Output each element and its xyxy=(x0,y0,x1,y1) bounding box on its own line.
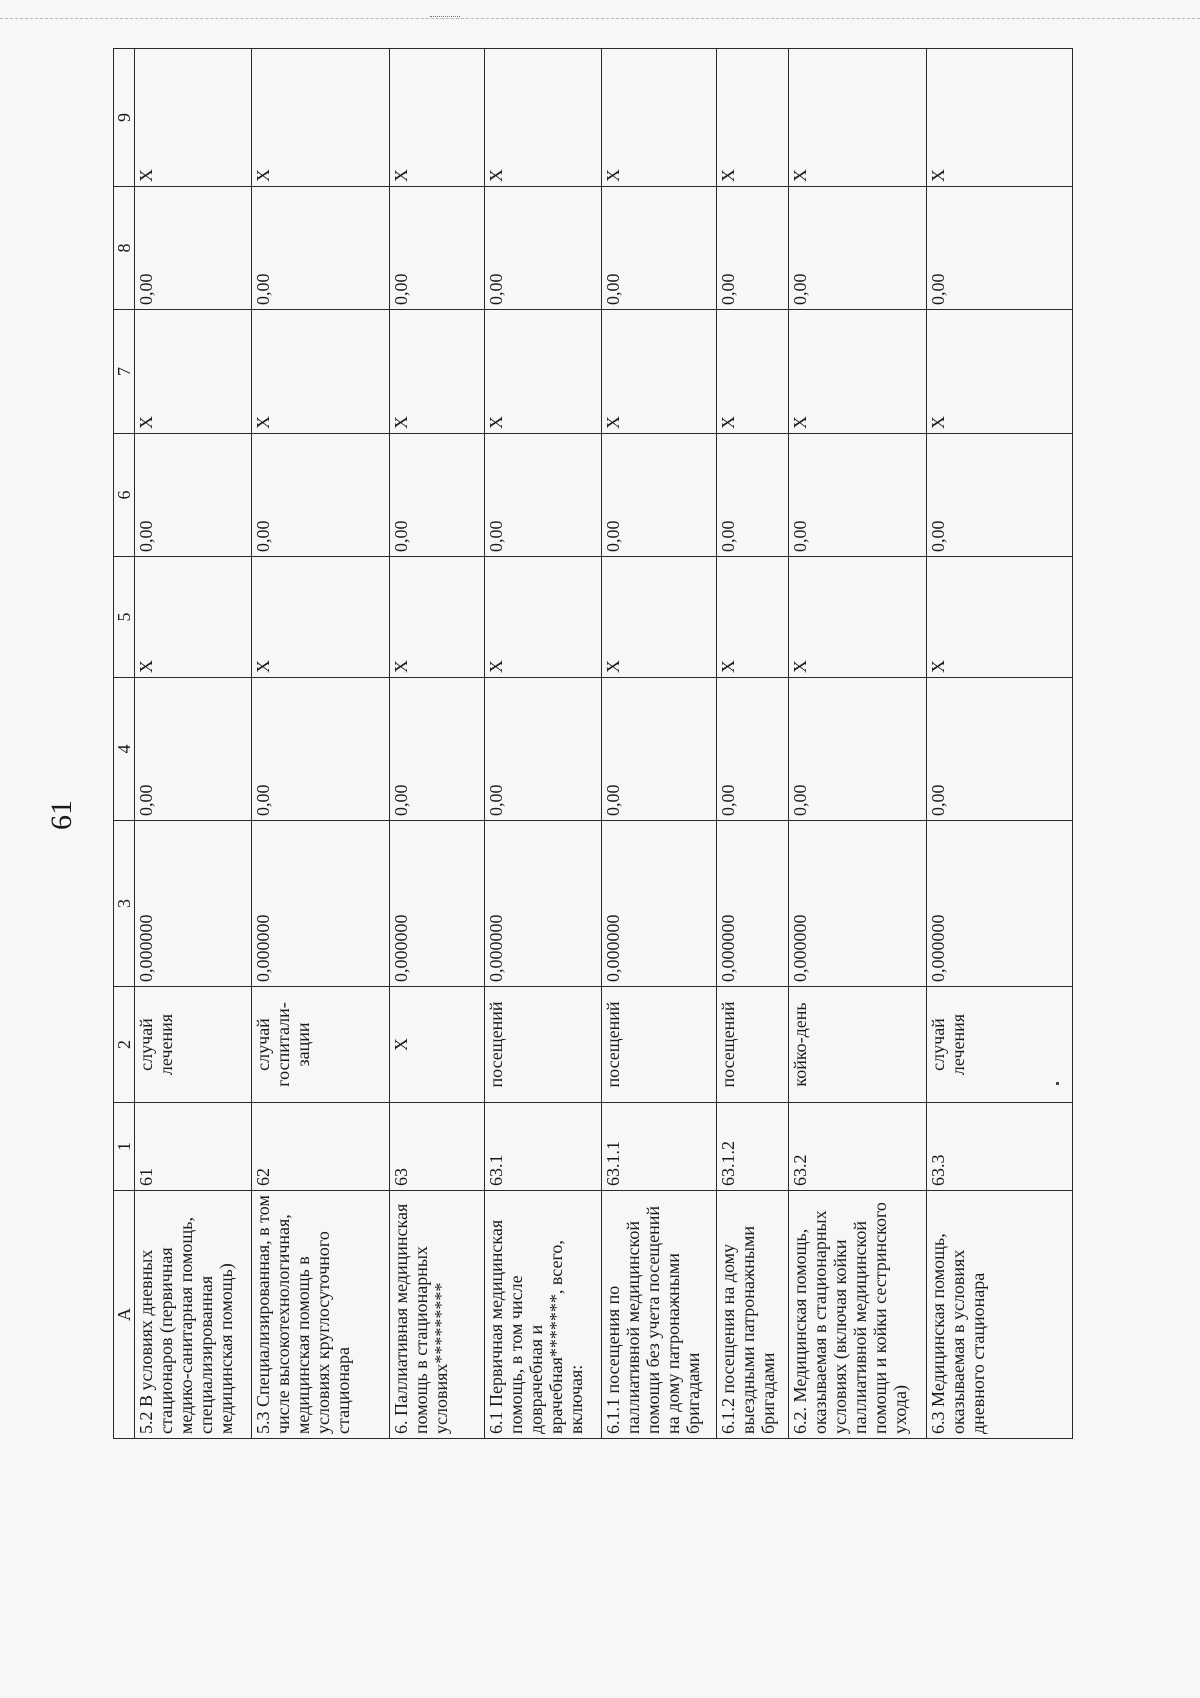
row-name-cell: 6.1.1 посещения по паллиативной медицинской помощи без учета посещений на дому патронажными бригадами xyxy=(602,1191,717,1439)
value-cell: 0,00 xyxy=(390,434,485,557)
value-cell: Х xyxy=(602,310,717,434)
row-unit-cell: случай госпитали-зации xyxy=(252,987,390,1103)
value-cell: 0,000000 xyxy=(390,821,485,987)
table-row xyxy=(717,49,789,1439)
rotated-table-wrapper xyxy=(113,49,1073,1439)
value-cell: Х xyxy=(485,310,602,434)
value-cell: 0,00 xyxy=(717,434,789,557)
value-cell: Х xyxy=(927,310,1073,434)
scan-mark xyxy=(1056,1082,1059,1085)
row-code-cell: 63.1 xyxy=(485,1103,602,1191)
page-number: 61 xyxy=(45,800,78,830)
header-cell: A xyxy=(114,1191,135,1439)
value-cell: 0,00 xyxy=(135,434,252,557)
row-name-cell: 5.3 Специализированная, в том числе высокотехнологичная, медицинская помощь в условиях круглосуточного стационара xyxy=(252,1191,390,1439)
row-unit-cell: Х xyxy=(390,987,485,1103)
table-row xyxy=(252,49,390,1439)
value-cell: Х xyxy=(927,49,1073,187)
row-unit-cell: посещений xyxy=(602,987,717,1103)
data-table xyxy=(113,48,1073,1439)
row-code-cell: 63 xyxy=(390,1103,485,1191)
header-cell: 9 xyxy=(114,49,135,187)
value-cell: 0,000000 xyxy=(927,821,1073,987)
value-cell: 0,00 xyxy=(135,678,252,821)
table-row xyxy=(927,49,1073,1439)
value-cell: 0,00 xyxy=(927,434,1073,557)
header-cell: 2 xyxy=(114,987,135,1103)
value-cell: Х xyxy=(927,557,1073,678)
value-cell: 0,00 xyxy=(927,187,1073,310)
row-code-cell: 63.1.2 xyxy=(717,1103,789,1191)
value-cell: 0,000000 xyxy=(485,821,602,987)
row-unit-cell: койко-день xyxy=(789,987,927,1103)
value-cell: Х xyxy=(602,49,717,187)
table-row xyxy=(602,49,717,1439)
value-cell: 0,00 xyxy=(390,678,485,821)
value-cell: Х xyxy=(252,557,390,678)
value-cell: 0,00 xyxy=(252,187,390,310)
value-cell: Х xyxy=(602,557,717,678)
row-code-cell: 63.1.1 xyxy=(602,1103,717,1191)
value-cell: Х xyxy=(135,310,252,434)
row-unit-cell: случай лечения xyxy=(927,987,1073,1103)
row-name-cell: 6.1.2 посещения на дому выездными патронажными бригадами xyxy=(717,1191,789,1439)
value-cell: 0,00 xyxy=(602,678,717,821)
value-cell: Х xyxy=(135,49,252,187)
value-cell: Х xyxy=(135,557,252,678)
value-cell: Х xyxy=(390,557,485,678)
row-name-cell: 6.1 Первичная медицинская помощь, в том числе доврачебная и врачебная*******, всего, включая: xyxy=(485,1191,602,1439)
row-code-cell: 62 xyxy=(252,1103,390,1191)
value-cell: 0,00 xyxy=(789,187,927,310)
header-cell: 4 xyxy=(114,678,135,821)
row-name-cell: 6. Паллиативная медицинская помощь в стационарных условиях********* xyxy=(390,1191,485,1439)
value-cell: Х xyxy=(252,49,390,187)
value-cell: 0,000000 xyxy=(135,821,252,987)
header-cell: 5 xyxy=(114,557,135,678)
row-unit-cell: случай лечения xyxy=(135,987,252,1103)
value-cell: 0,00 xyxy=(789,678,927,821)
value-cell: Х xyxy=(717,557,789,678)
value-cell: 0,00 xyxy=(135,187,252,310)
table-frame xyxy=(113,49,1073,1439)
row-code-cell: 61 xyxy=(135,1103,252,1191)
scan-top-edge xyxy=(0,18,1200,19)
value-cell: Х xyxy=(390,310,485,434)
row-code-cell: 63.2 xyxy=(789,1103,927,1191)
table-row xyxy=(789,49,927,1439)
header-cell: 7 xyxy=(114,310,135,434)
scan-speck xyxy=(430,16,460,23)
value-cell: 0,00 xyxy=(485,434,602,557)
value-cell: Х xyxy=(789,557,927,678)
value-cell: Х xyxy=(717,49,789,187)
value-cell: 0,00 xyxy=(789,434,927,557)
value-cell: 0,00 xyxy=(485,187,602,310)
value-cell: 0,00 xyxy=(390,187,485,310)
value-cell: 0,000000 xyxy=(789,821,927,987)
value-cell: Х xyxy=(485,49,602,187)
header-cell: 3 xyxy=(114,821,135,987)
row-name-cell: 5.2 В условиях дневных стационаров (первичная медико-санитарная помощь, специализированная медицинская помощь) xyxy=(135,1191,252,1439)
value-cell: 0,000000 xyxy=(602,821,717,987)
value-cell: 0,00 xyxy=(927,678,1073,821)
value-cell: 0,00 xyxy=(252,434,390,557)
row-code-cell: 63.3 xyxy=(927,1103,1073,1191)
value-cell: Х xyxy=(789,49,927,187)
value-cell: 0,00 xyxy=(485,678,602,821)
value-cell: 0,000000 xyxy=(717,821,789,987)
value-cell: 0,00 xyxy=(717,187,789,310)
value-cell: Х xyxy=(252,310,390,434)
value-cell: 0,00 xyxy=(602,187,717,310)
row-name-cell: 6.3 Медицинская помощь, оказываемая в условиях дневного стационара xyxy=(927,1191,1073,1439)
table-row xyxy=(390,49,485,1439)
value-cell: 0,000000 xyxy=(252,821,390,987)
value-cell: Х xyxy=(789,310,927,434)
value-cell: 0,00 xyxy=(252,678,390,821)
header-row xyxy=(114,49,135,1439)
value-cell: 0,00 xyxy=(717,678,789,821)
table-row xyxy=(135,49,252,1439)
value-cell: Х xyxy=(485,557,602,678)
row-unit-cell: посещений xyxy=(485,987,602,1103)
header-cell: 8 xyxy=(114,187,135,310)
row-unit-cell: посещений xyxy=(717,987,789,1103)
header-cell: 6 xyxy=(114,434,135,557)
row-name-cell: 6.2. Медицинская помощь, оказываемая в стационарных условиях (включая койки паллиативной медицинской помощи и койки сестринского ухода) xyxy=(789,1191,927,1439)
table-row xyxy=(485,49,602,1439)
value-cell: Х xyxy=(717,310,789,434)
value-cell: Х xyxy=(390,49,485,187)
header-cell: 1 xyxy=(114,1103,135,1191)
value-cell: 0,00 xyxy=(602,434,717,557)
